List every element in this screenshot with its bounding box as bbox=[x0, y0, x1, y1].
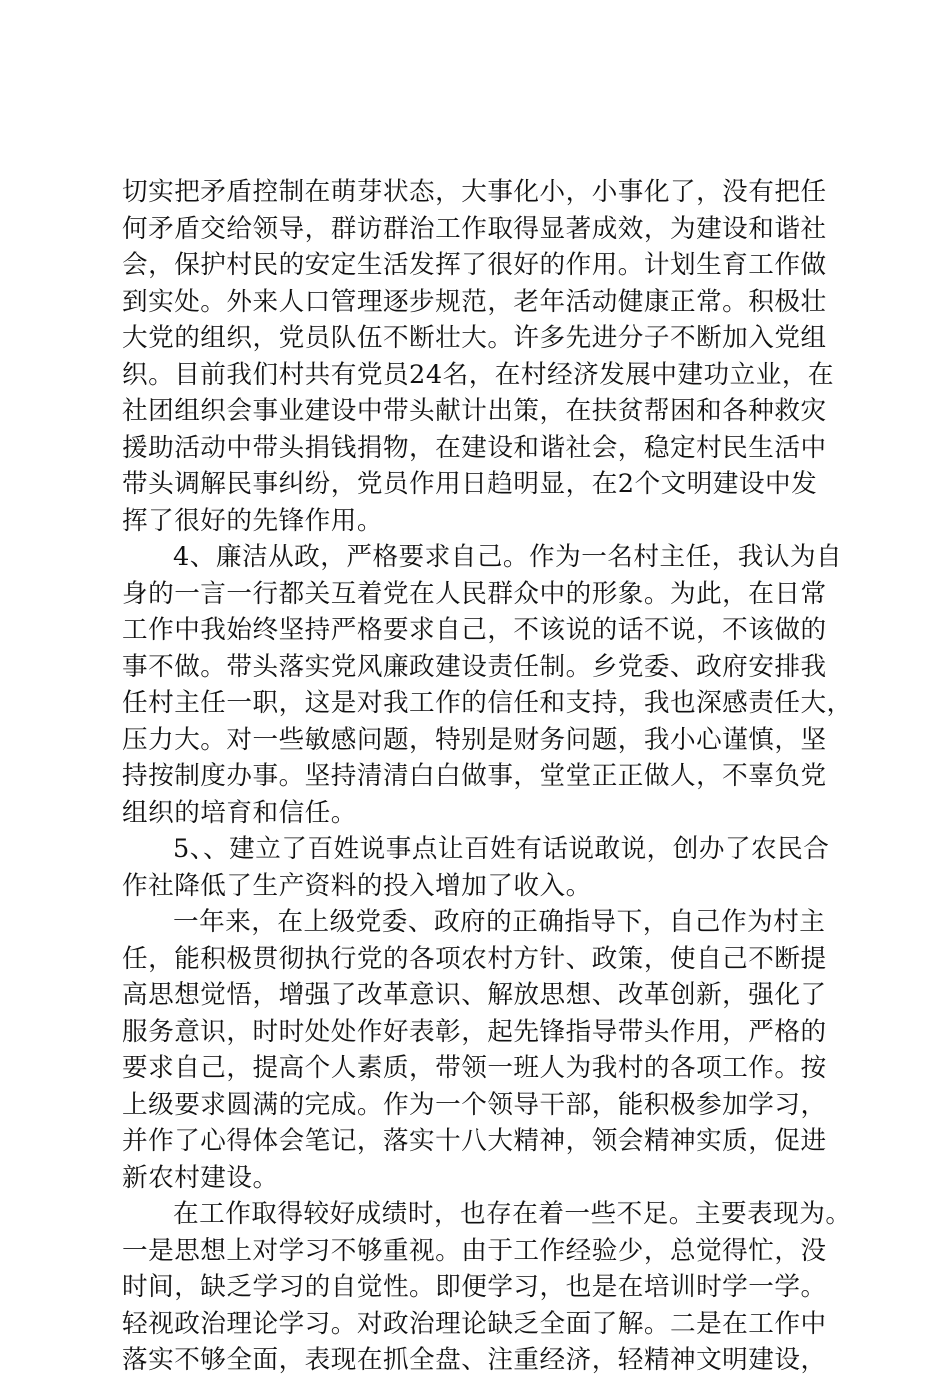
paragraph-first-line: 一年来，在上级党委、政府的正确指导下，自己作为村主 bbox=[173, 907, 826, 937]
text-line: 服务意识，时时处处作好表彰，起先锋指导带头作用，严格的 bbox=[122, 1016, 827, 1047]
text-line: 援助活动中带头捐钱捐物，在建设和谐社会，稳定村民生活中 bbox=[122, 432, 827, 463]
text-line: 任，能积极贯彻执行党的各项农村方针、政策，使自己不断提 bbox=[122, 943, 827, 974]
text-line: 带头调解民事纠纷，党员作用日趋明显，在2个文明建设中发 bbox=[122, 469, 818, 499]
text-line: 身的一言一行都关互着党在人民群众中的形象。为此，在日常 bbox=[122, 578, 827, 609]
text-line: 任村主任一职，这是对我工作的信任和支持，我也深感责任大， bbox=[122, 688, 853, 718]
paragraph-first-line: 在工作取得较好成绩时，也存在着一些不足。主要表现为。 bbox=[173, 1199, 852, 1229]
paragraph-first-line: 5、、建立了百姓说事点让百姓有话说敢说，创办了农民合 bbox=[173, 834, 830, 864]
text-line: 新农村建设。 bbox=[122, 1162, 279, 1193]
body-text bbox=[122, 174, 853, 1379]
text-line: 一是思想上对学习不够重视。由于工作经验少，总觉得忙，没 bbox=[122, 1235, 827, 1266]
text-line: 何矛盾交给领导，群访群治工作取得显著成效，为建设和谐社 bbox=[122, 213, 827, 244]
text-line: 到实处。外来人口管理逐步规范，老年活动健康正常。积极壮 bbox=[122, 286, 827, 317]
text-line: 挥了很好的先锋作用。 bbox=[122, 505, 383, 536]
text-line: 时间，缺乏学习的自觉性。即便学习，也是在培训时学一学。 bbox=[122, 1272, 827, 1302]
text-line: 并作了心得体会笔记，落实十八大精神，领会精神实质，促进 bbox=[122, 1126, 827, 1156]
text-line: 要求自己，提高个人素质，带领一班人为我村的各项工作。按 bbox=[122, 1053, 827, 1083]
paragraph-first-line: 4、廉洁从政，严格要求自己。作为一名村主任，我认为自 bbox=[173, 542, 843, 572]
text-line: 高思想觉悟，增强了改革意识、解放思想、改革创新，强化了 bbox=[122, 980, 827, 1010]
text-line: 切实把矛盾控制在萌芽状态，大事化小，小事化了，没有把任 bbox=[122, 177, 827, 207]
text-line: 轻视政治理论学习。对政治理论缺乏全面了解。二是在工作中 bbox=[122, 1308, 827, 1339]
text-line: 持按制度办事。坚持清清白白做事，堂堂正正做人，不辜负党 bbox=[122, 761, 827, 791]
text-line: 落实不够全面，表现在抓全盘、注重经济，轻精神文明建设， bbox=[122, 1345, 827, 1375]
text-line: 事不做。带头落实党风廉政建设责任制。乡党委、政府安排我 bbox=[122, 651, 827, 682]
text-line: 大党的组织，党员队伍不断壮大。许多先进分子不断加入党组 bbox=[122, 323, 827, 353]
text-line: 压力大。对一些敏感问题，特别是财务问题，我小心谨慎，坚 bbox=[122, 724, 827, 755]
text-line: 织。目前我们村共有党员24名，在村经济发展中建功立业，在 bbox=[122, 359, 835, 390]
text-line: 社团组织会事业建设中带头献计出策，在扶贫帮困和各种救灾 bbox=[122, 396, 827, 426]
text-line: 上级要求圆满的完成。作为一个领导干部，能积极参加学习， bbox=[122, 1089, 827, 1120]
text-line: 作社降低了生产资料的投入增加了收入。 bbox=[122, 870, 592, 901]
text-line: 会，保护村民的安定生活发挥了很好的作用。计划生育工作做 bbox=[122, 250, 827, 280]
text-line: 组织的培育和信任。 bbox=[122, 797, 357, 828]
text-line: 工作中我始终坚持严格要求自己，不该说的话不说，不该做的 bbox=[122, 615, 827, 645]
